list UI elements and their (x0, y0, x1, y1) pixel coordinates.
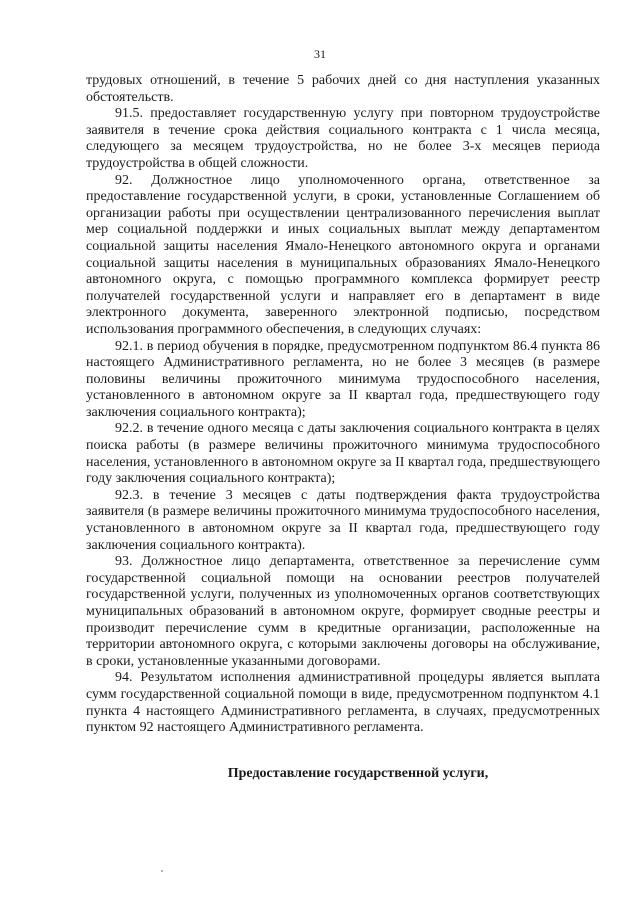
paragraph-92-2: 92.2. в течение одного месяца с даты заключения социального контракта в целях поиска работы (в размере величины прожиточного минимума трудоспособного населения, установленного в автономном округе за II квартал года, предшествующего году заключения социального контракта); (86, 421, 600, 487)
section-heading: Предоставление государственной услуги, (227, 765, 489, 781)
paragraph-91-5: 91.5. предоставляет государственную услугу при повторном трудоустройстве заявителя в течение срока действия социального контракта с 1 числа месяца, следующего за месяцем трудоустройства, но не более 3-х месяцев периода трудоустройства в общей сложности. (86, 106, 600, 171)
document-body (86, 73, 600, 782)
paragraph-93: 93. Должностное лицо департамента, ответственное за перечисление сумм государственной социальной помощи на основании реестров получателей государственной услуги, полученных из уполномоченных органов соответствующих муниципальных образований в автономном округе, формирует сводные реестры и производит перечисление сумм в кредитные организации, расположенные на территории автономного округа, с которыми заключены договоры на обслуживание, в сроки, установленные указанными договорами. (86, 554, 600, 669)
paragraph-92-1: 92.1. в период обучения в порядке, предусмотренном подпунктом 86.4 пункта 86 настоящего Административного регламента, но не более 3 месяцев (в размере половины величины прожиточного минимума трудоспособного населения, установленного в автономном округе за II квартал года, предшествующего году заключения социального контракта); (86, 338, 600, 420)
paragraph-92: 92. Должностное лицо уполномоченного органа, ответственное за предоставление государственной услуги, в сроки, установленные Соглашением об организации работы при осуществлении централизованного перечисления выплат мер социальной поддержки и иных социальных выплат между департаментом социальной защиты населения Ямало-Ненецкого автономного округа и органами социальной защиты населения в муниципальных образованиях Ямало-Ненецкого автономного округа, с помощью программного комплекса формирует реестр получателей государственной услуги и направляет его в департамент в виде электронного документа, заверенного электронной подписью, посредством использования программного обеспечения, в следующих случаях: (86, 172, 600, 337)
paragraph-92-3: 92.3. в течение 3 месяцев с даты подтверждения факта трудоустройства заявителя (в размере величины прожиточного минимума трудоспособного населения, установленного в автономном округе за II квартал года, предшествующего году заключения социального контракта). (86, 487, 600, 553)
page-number: 31 (314, 47, 326, 61)
paragraph-continuation: трудовых отношений, в течение 5 рабочих дней со дня наступления указанных обстоятельств. (86, 73, 600, 105)
paragraph-94: 94. Результатом исполнения административной процедуры является выплата сумм государственной социальной помощи в виде, предусмотренном подпунктом 4.1 пункта 4 настоящего Административного регламента, в случаях, предусмотренных пунктом 92 настоящего Административного регламента. (86, 670, 600, 736)
scan-speck (161, 870, 163, 872)
